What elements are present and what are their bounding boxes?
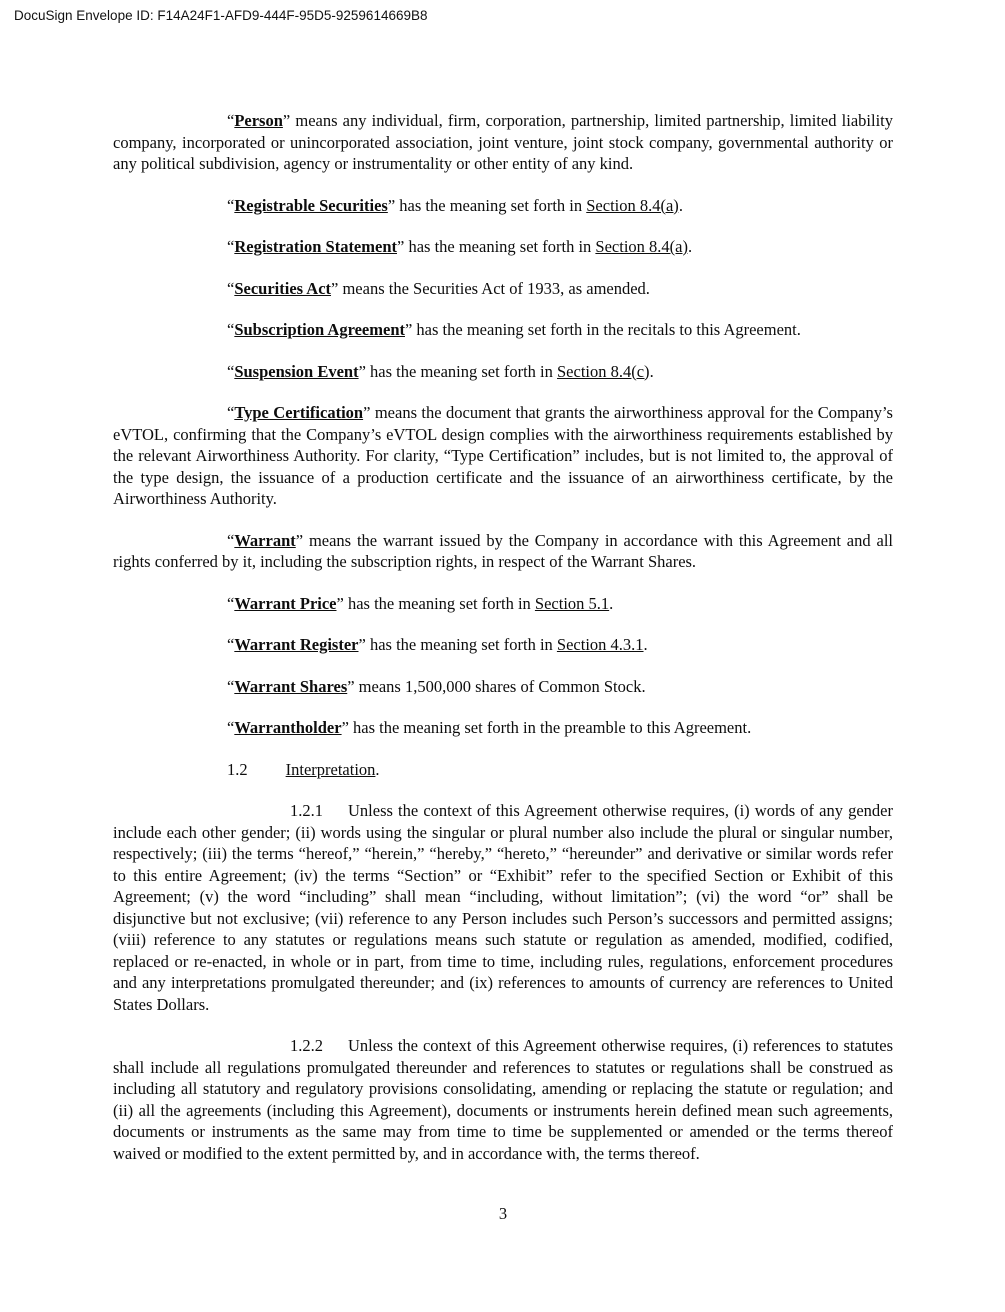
defined-term: Warrant — [234, 530, 296, 550]
paragraph — [113, 1035, 893, 1164]
defined-term: Subscription Agreement — [234, 320, 405, 339]
section-reference: Section 8.4(a) — [586, 195, 679, 215]
text-run: “ — [227, 111, 235, 130]
paragraph — [113, 236, 893, 258]
text-run: ” has the meaning set forth in the preamble to this Agreement. — [341, 718, 752, 737]
text-run: . — [687, 237, 693, 256]
text-run: ” means any individual, firm, corporation, partnership, limited partnership, limited liability company, incorporated or unincorporated association, joint venture, joint stock company, governmental authority or any political subdivision, agency or instrumentality or other entity of any kind. — [113, 111, 893, 173]
text-run: ” has the meaning set forth in — [358, 361, 557, 381]
text-run: . — [678, 195, 683, 215]
text-run: “ — [227, 361, 235, 381]
paragraph — [113, 717, 893, 739]
document-body — [113, 110, 893, 1184]
section-reference: Section 8.4(a) — [595, 237, 688, 256]
defined-term: Suspension Event — [234, 361, 359, 381]
text-run: ” has the meaning set forth in — [336, 593, 535, 613]
text-run: “ — [227, 676, 235, 696]
defined-term: Warrant Price — [234, 593, 337, 613]
text-run: . — [609, 593, 614, 613]
defined-term: Registrable Securities — [234, 195, 388, 215]
text-run: “ — [227, 278, 235, 298]
text-run: ” means the Securities Act of 1933, as amended. — [331, 278, 650, 298]
defined-term: Type Certification — [234, 403, 364, 422]
paragraph — [113, 195, 893, 217]
defined-term: Warrant Register — [234, 635, 359, 654]
text-run: 1.2.2 — [290, 1036, 323, 1055]
text-run: “ — [227, 635, 235, 654]
section-reference: Section 5.1 — [534, 593, 610, 613]
paragraph — [113, 278, 893, 300]
text-run: 1.2 — [227, 759, 248, 779]
text-run: ” means the warrant issued by the Company in accordance with this Agreement and all rights conferred by it, including the subscription rights, in respect of the Warrant Shares. — [113, 530, 893, 571]
text-run: “ — [227, 593, 235, 613]
text-run: Unless the context of this Agreement otherwise requires, (i) words of any gender include each other gender; (ii) words using the singular or plural number also include the plural or singular number, respectively; (iii) the terms “hereof,” “herein,” “hereby,” “hereto,” “hereunder” and derivative or similar words refer to this entire Agreement; (iv) the terms “Section” or “Exhibit” refer to the specified Section or Exhibit of this Agreement; (v) the word “including” shall mean “including, without limitation”; (vi) the word “or” shall be disjunctive but not exclusive; (vii) reference to any Person includes such Person’s successors and permitted assigns; (viii) reference to any statutes or regulations means such statute or regulation as amended, modified, codified, replaced or re-enacted, in whole or in part, from time to time, including rules, regulations, enforcement procedures and any interpretations promulgated thereunder; and (ix) references to amounts of currency are references to United States Dollars. — [113, 801, 893, 1014]
defined-term: Warrantholder — [234, 718, 342, 737]
section-reference: Section 8.4(c) — [557, 361, 650, 381]
paragraph — [113, 361, 893, 383]
text-run: ” has the meaning set forth in — [397, 237, 596, 256]
section-reference: Section 4.3.1 — [556, 635, 644, 654]
paragraph — [113, 402, 893, 510]
paragraph — [113, 593, 893, 615]
text-run: Unless the context of this Agreement otherwise requires, (i) references to statutes shall include all regulations promulgated thereunder and references to statutes or regulations shall be construed as including all statutory and regulatory provisions consolidating, amending or replacing the statute or regulation; and (ii) all the agreements (including this Agreement), documents or instruments herein defined mean such agreements, documents or instruments as the same may from time to time be supplemented or amended or the terms thereof waived or modified to the extent permitted by, and in accordance with, the terms thereof. — [113, 1036, 893, 1163]
text-run: “ — [227, 237, 235, 256]
docusign-envelope-id: DocuSign Envelope ID: F14A24F1-AFD9-444F-95D5-9259614669B8 — [14, 8, 428, 23]
text-run: ” means the document that grants the airworthiness approval for the Company’s eVTOL, confirming that the Company’s eVTOL design complies with the airworthiness requirements established by the relevant Airworthiness Authority. For clarity, “Type Certification” includes, but is not limited to, the approval of the type design, the issuance of a production certificate and the issuance of an airworthiness certificate, by the Airworthiness Authority. — [113, 403, 893, 508]
paragraph — [113, 676, 893, 698]
defined-term: Securities Act — [234, 278, 332, 298]
paragraph — [113, 110, 893, 175]
paragraph — [113, 759, 893, 781]
paragraph — [113, 634, 893, 656]
text-run: “ — [227, 718, 235, 737]
text-run: ” has the meaning set forth in — [387, 195, 587, 215]
text-run: “ — [227, 195, 235, 215]
paragraph — [113, 319, 893, 341]
text-run: “ — [227, 403, 235, 422]
text-run: . — [643, 635, 648, 654]
defined-term: Registration Statement — [234, 237, 397, 256]
text-run: . — [649, 361, 654, 381]
text-run: . — [375, 759, 380, 779]
text-run: ” has the meaning set forth in — [358, 635, 557, 654]
text-run: ” means 1,500,000 shares of Common Stock. — [347, 676, 646, 696]
defined-term: Person — [234, 111, 283, 130]
page-number: 3 — [498, 1204, 508, 1223]
section-reference: Interpretation — [285, 759, 376, 779]
text-run: 1.2.1 — [290, 801, 323, 820]
text-run: “ — [227, 320, 235, 339]
text-run: ” has the meaning set forth in the recitals to this Agreement. — [404, 320, 801, 339]
paragraph — [113, 530, 893, 573]
paragraph — [113, 800, 893, 1015]
text-run: “ — [227, 530, 235, 550]
defined-term: Warrant Shares — [234, 676, 348, 696]
